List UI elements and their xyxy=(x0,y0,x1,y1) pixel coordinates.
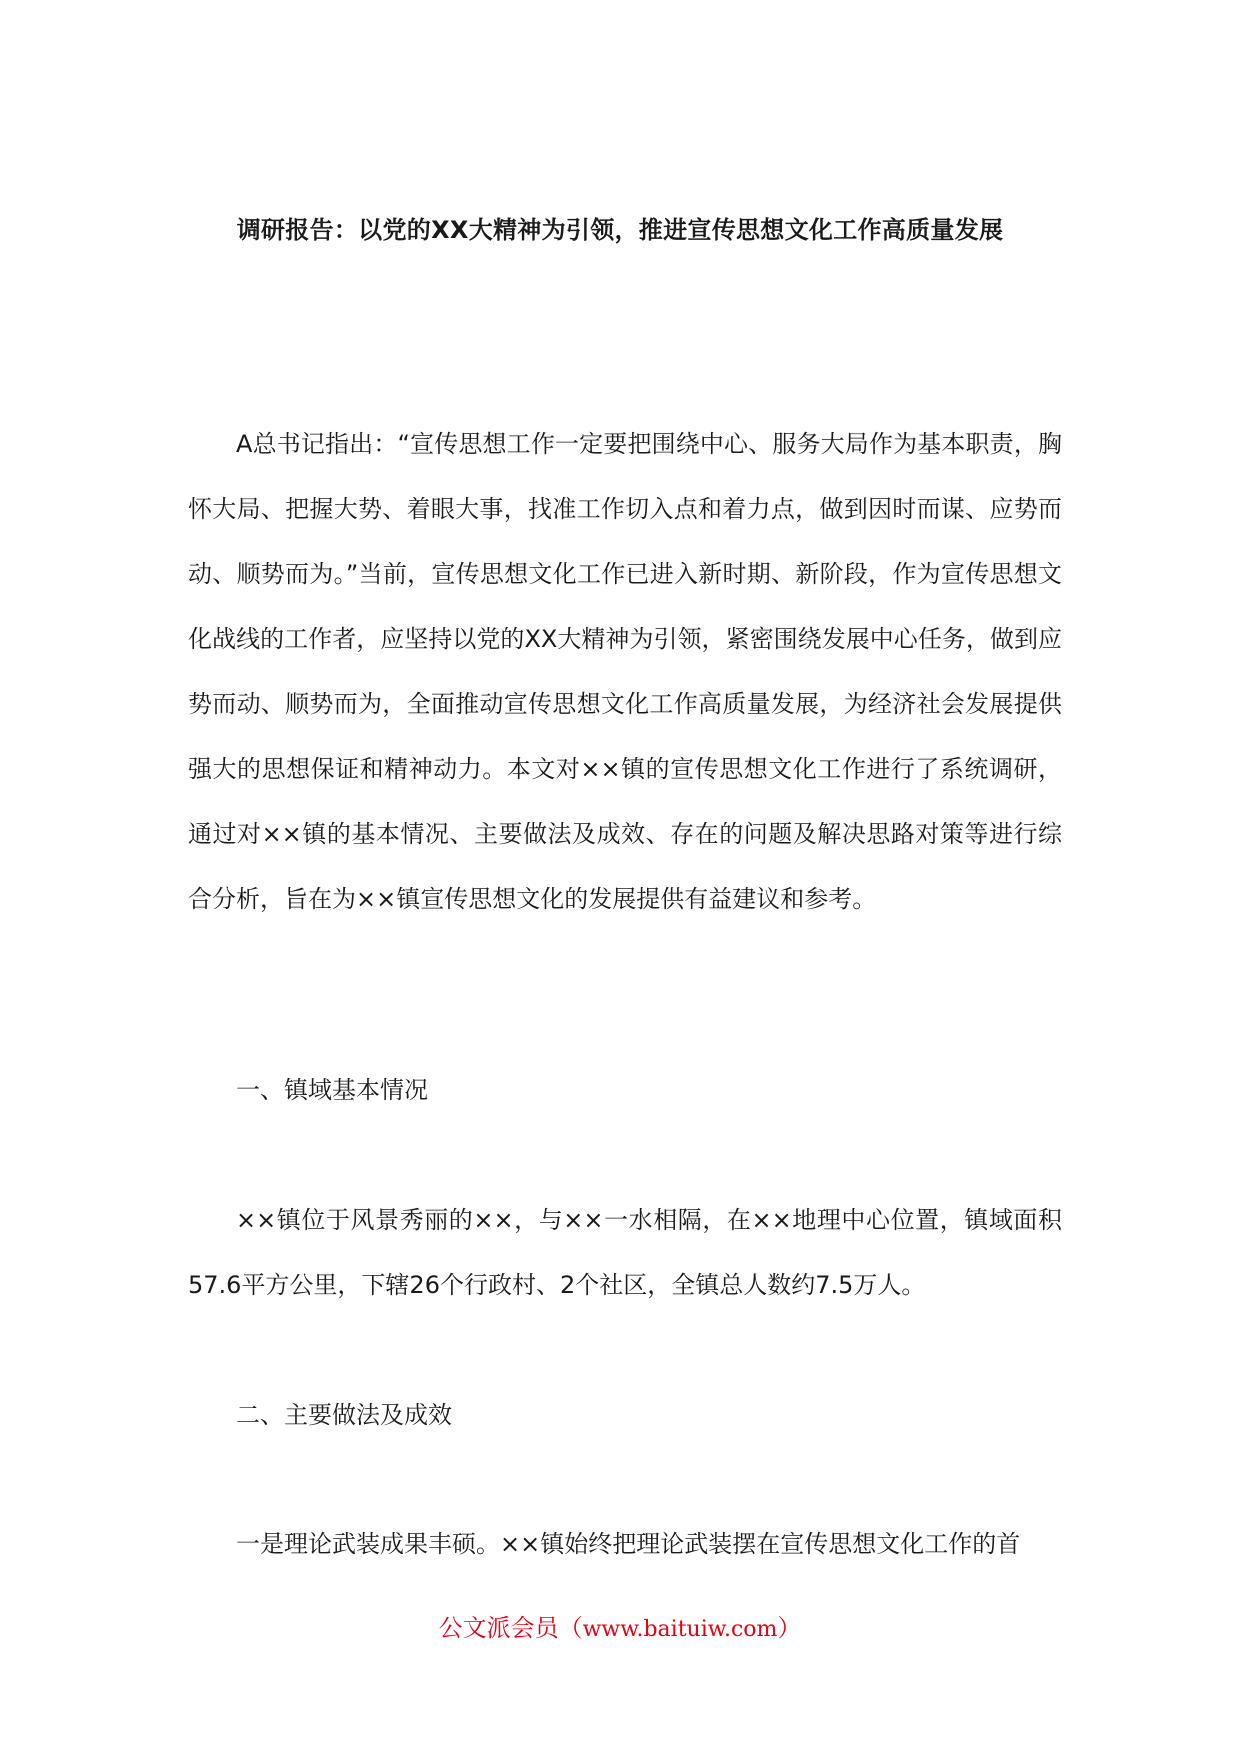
document-title: 调研报告：以党的XX大精神为引领，推进宣传思想文化工作高质量发展 xyxy=(236,216,1004,244)
footer-label: 公文派会员 xyxy=(438,1614,559,1642)
section-paragraph-basic-info: ××镇位于风景秀丽的××，与××一水相隔，在××地理中心位置，镇域面积57.6平方公里，下辖26个行政村、2个社区，全镇总人数约7.5万人。 xyxy=(188,1206,1062,1299)
footer-open-paren: （ xyxy=(558,1614,583,1642)
intro-paragraph: A总书记指出：“宣传思想工作一定要把围绕中心、服务大局作为基本职责，胸怀大局、把握大势、着眼大事，找准工作切入点和着力点，做到因时而谋、应势而动、顺势而为。”当前，宣传思想文化工作已进入新时期、新阶段，作为宣传思想文化战线的工作者，应坚持以党的XX大精神为引领，紧密围绕发展中心任务，做到应势而动、顺势而为，全面推动宣传思想文化工作高质量发展，为经济社会发展提供强大的思想保证和精神动力。本文对××镇的宣传思想文化工作进行了系统调研，通过对××镇的基本情况、主要做法及成效、存在的问题及解决思路对策等进行综合分析，旨在为××镇宣传思想文化的发展提供有益建议和参考。 xyxy=(188,430,1062,913)
section-heading-practices: 二、主要做法及成效 xyxy=(236,1401,452,1429)
section-heading-basic-info: 一、镇域基本情况 xyxy=(236,1076,428,1104)
section-paragraph-practices: 一是理论武装成果丰硕。××镇始终把理论武装摆在宣传思想文化工作的首 xyxy=(236,1530,1021,1558)
footer-watermark xyxy=(0,1610,1240,1648)
footer-url-link[interactable]: www.baituiw.com xyxy=(582,1617,778,1642)
footer-close-paren: ） xyxy=(777,1614,802,1642)
